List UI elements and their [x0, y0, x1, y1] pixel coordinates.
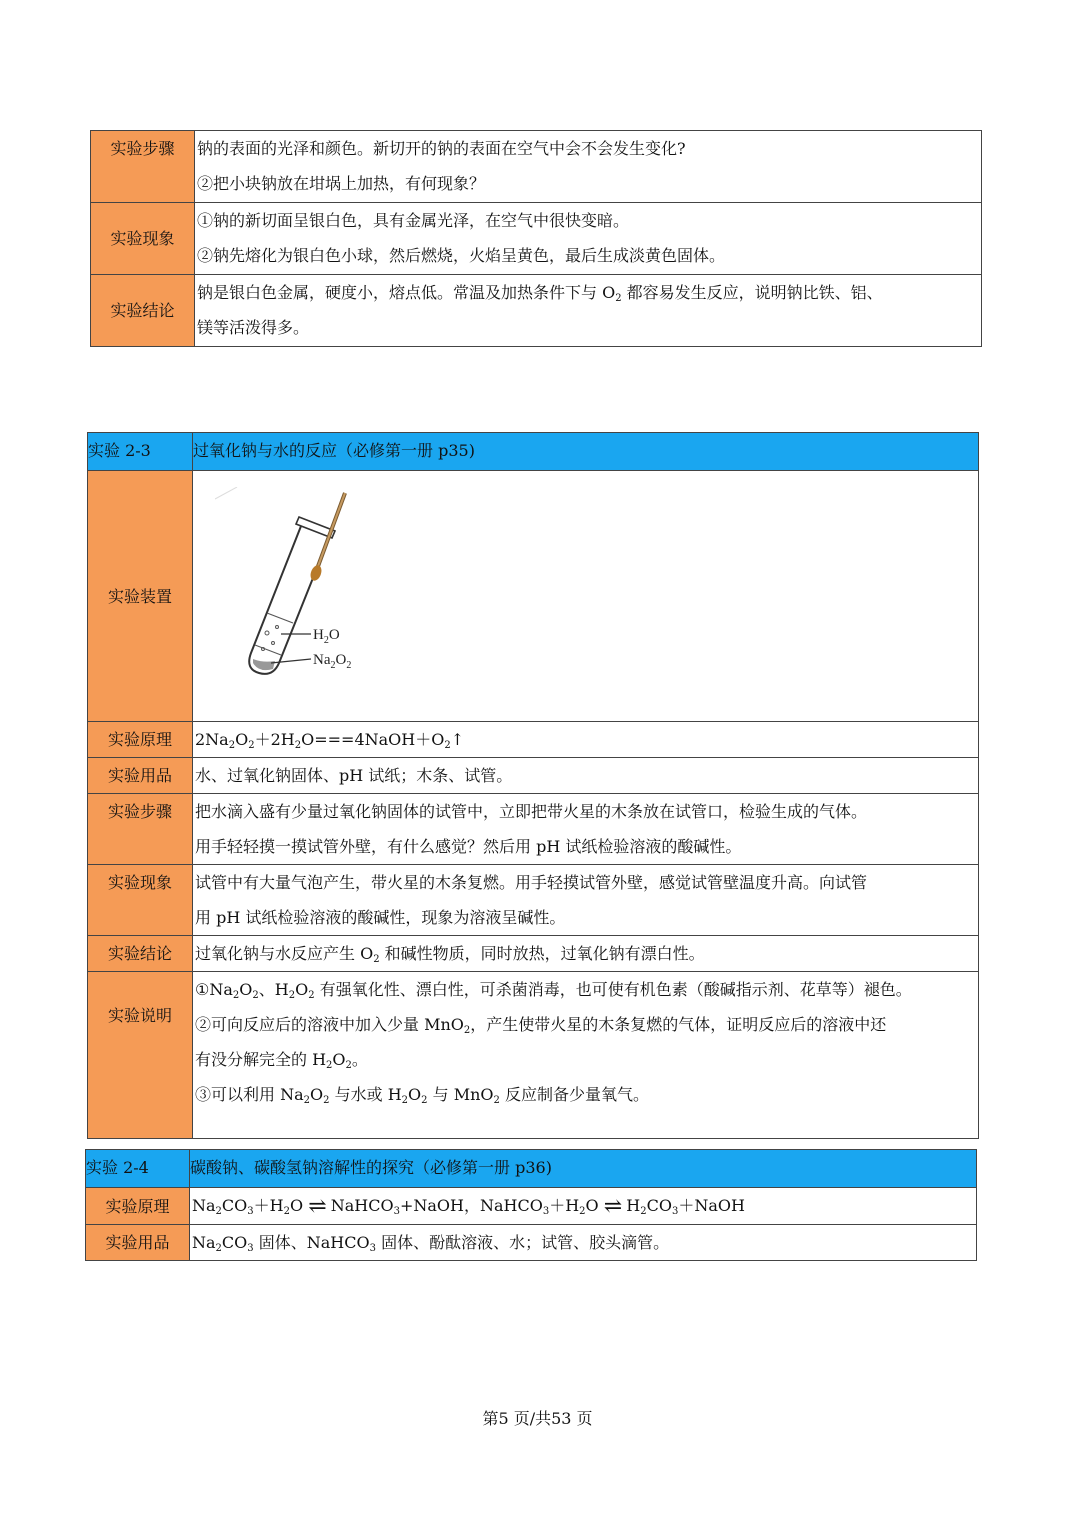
row-label: 实验用品 [86, 1225, 190, 1261]
svg-text:Na2O2: $Na_2O_2$ [313, 652, 352, 671]
experiment-number: 实验 2-3 [88, 433, 193, 471]
table-row [88, 722, 979, 758]
row-content: 试管中有大量气泡产生，带火星的木条复燃。用手轻摸试管外壁，感觉试管壁温度升高。向试管 用 pH 试纸检验溶液的酸碱性，现象为溶液呈碱性。 [193, 865, 979, 936]
table-row [91, 275, 982, 347]
table-row [88, 972, 979, 1139]
row-label: 实验说明 [88, 972, 193, 1139]
table-row [91, 203, 982, 275]
row-content: 钠是银白色金属，硬度小，熔点低。常温及加热条件下与 $O_2$ 都容易发生反应，说明钠比铁、铝、 镁等活泼得多。 [195, 275, 982, 347]
experiment-title: 过氧化钠与水的反应（必修第一册 p35) [193, 433, 979, 471]
experiment-title: 碳酸钠、碳酸氢钠溶解性的探究（必修第一册 p36) [190, 1150, 977, 1188]
reaction-equation: $Na_2CO_3+H_2O$ ⇌ NaHCO$_3$+NaOH，$NaHCO_3+H_2O$ ⇌ $H_2CO_3+NaOH$ [190, 1188, 977, 1225]
table-experiment-2-3 [87, 432, 979, 1139]
apparatus-figure [193, 471, 979, 722]
table-row [86, 1225, 977, 1261]
row-label: 实验原理 [86, 1188, 190, 1225]
row-content: 过氧化钠与水反应产生 $O_2$ 和碱性物质，同时放热，过氧化钠有漂白性。 [193, 936, 979, 972]
test-tube-diagram [215, 487, 375, 687]
row-label: 实验装置 [88, 471, 193, 722]
row-content: ①钠的新切面呈银白色，具有金属光泽，在空气中很快变暗。 ②钠先熔化为银白色小球，然后燃烧，火焰呈黄色，最后生成淡黄色固体。 [195, 203, 982, 275]
row-content: 把水滴入盛有少量过氧化钠固体的试管中，立即把带火星的木条放在试管口，检验生成的气体。 用手轻轻摸一摸试管外壁，有什么感觉？然后用 pH 试纸检验溶液的酸碱性。 [193, 794, 979, 865]
table-row [88, 794, 979, 865]
table-row [88, 936, 979, 972]
table-row [91, 131, 982, 203]
table-row [88, 865, 979, 936]
table-row [88, 471, 979, 722]
table-sodium-properties [90, 130, 982, 347]
row-label: 实验现象 [88, 865, 193, 936]
row-label: 实验现象 [91, 203, 195, 275]
row-label: 实验结论 [88, 936, 193, 972]
table-row [86, 1188, 977, 1225]
table-header [86, 1150, 977, 1188]
row-content: $①Na_2O_2$、$H_2O_2$ 有强氧化性、漂白性，可杀菌消毒，也可使有机色素（酸碱指示剂、花草等）褪色。 ②可向反应后的溶液中加入少量 MnO$_2$，产生使带火星的木条复燃的气体，证明反应后的溶液中还 有没分解完全的 $H_2O_2$。 ③可以利用 $Na_2O_2$ 与水或 $H_2O_2$ 与 MnO$_2$ 反应制备少量氧气。 [193, 972, 979, 1139]
row-label: 实验用品 [88, 758, 193, 794]
table-row [88, 758, 979, 794]
row-label: 实验步骤 [88, 794, 193, 865]
row-content: 水、过氧化钠固体、pH 试纸；木条、试管。 [193, 758, 979, 794]
row-label: 实验结论 [91, 275, 195, 347]
page-number: 第5 页/共53 页 [482, 1409, 593, 1428]
svg-text:H2O: $H_2O$ [313, 627, 340, 646]
row-content: $Na_2CO_3$ 固体、NaHCO$_3$ 固体、酚酞溶液、水；试管、胶头滴管。 [190, 1225, 977, 1261]
experiment-number: 实验 2-4 [86, 1150, 190, 1188]
reaction-equation: $2Na_2O_2+2H_2O===4NaOH+O_2↑$ [193, 722, 979, 758]
table-header [88, 433, 979, 471]
row-label: 实验原理 [88, 722, 193, 758]
row-content: 钠的表面的光泽和颜色。新切开的钠的表面在空气中会不会发生变化? ②把小块钠放在坩埚上加热，有何现象？ [195, 131, 982, 203]
equilibrium-arrow-icon: ⇌ [308, 1194, 326, 1219]
equilibrium-arrow-icon: ⇌ [603, 1194, 622, 1219]
table-experiment-2-4 [85, 1149, 977, 1261]
row-label: 实验步骤 [91, 131, 195, 203]
